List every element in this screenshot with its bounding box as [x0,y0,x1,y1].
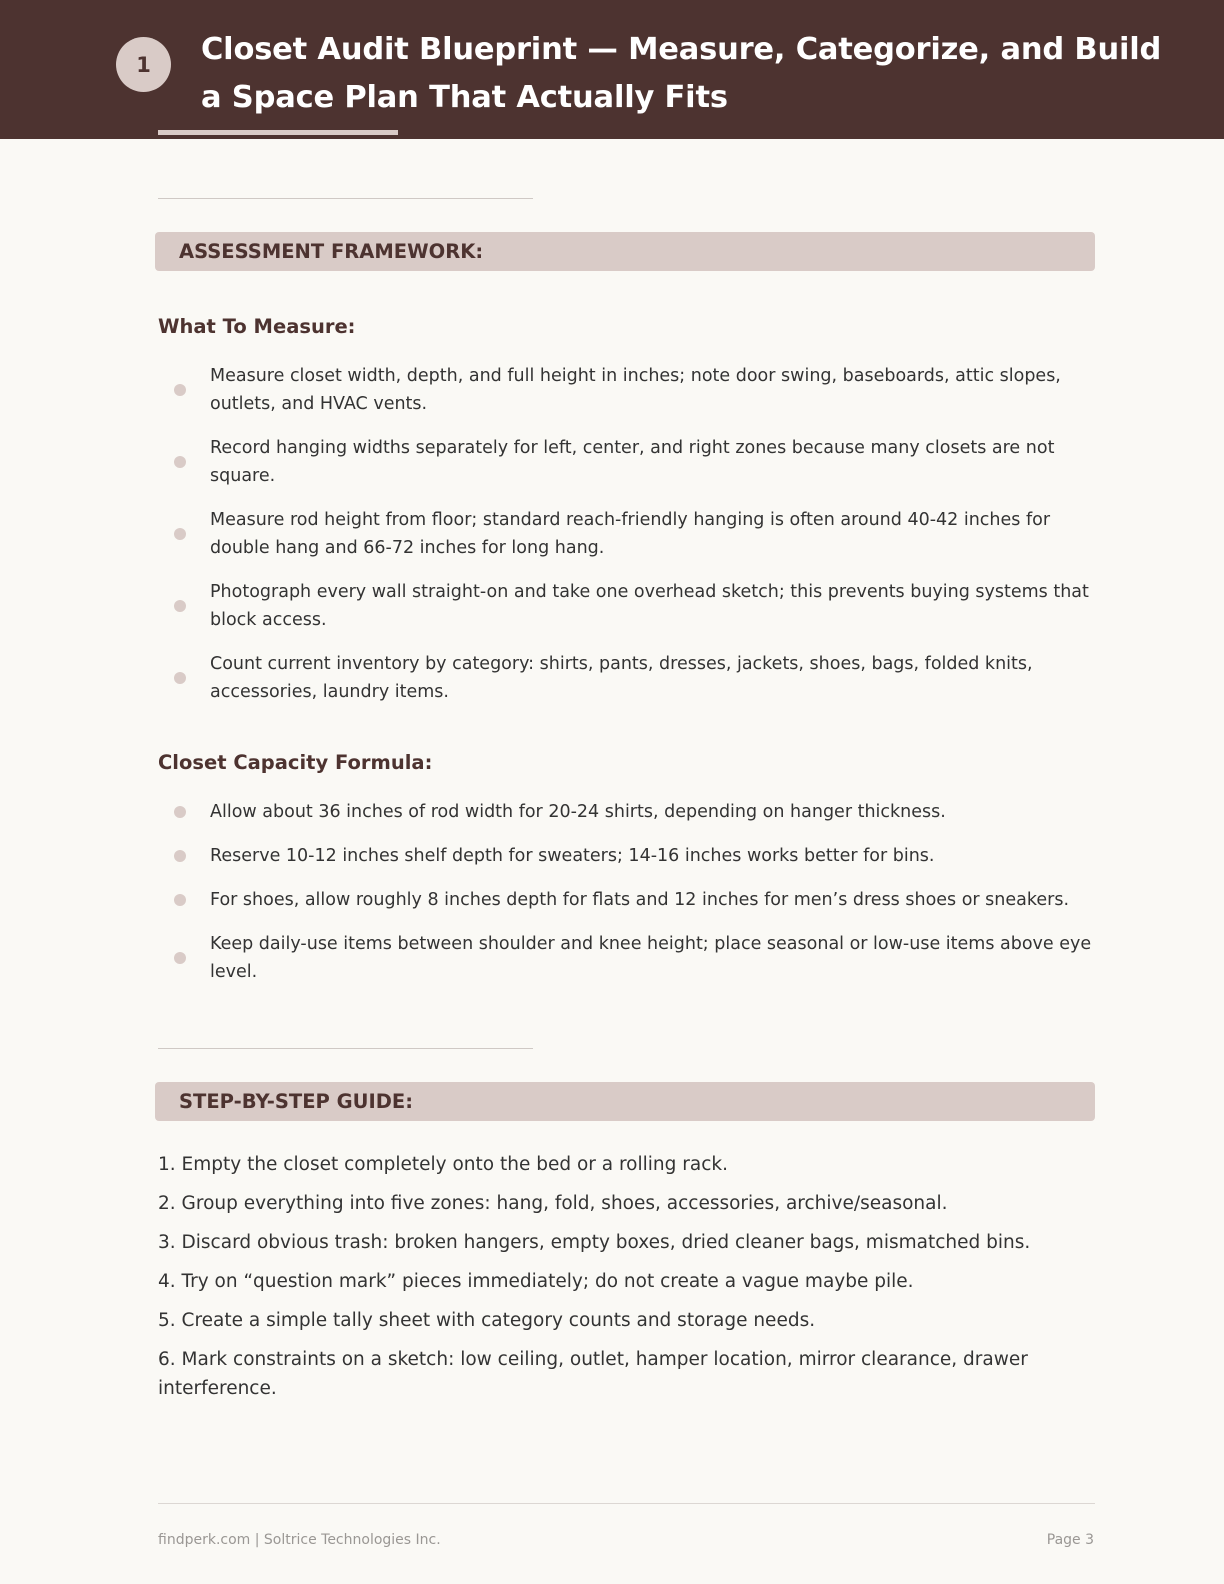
bullet-dot-icon [174,384,186,396]
document-title: Closet Audit Blueprint — Measure, Categorize, and Build a Space Plan That Actually Fits [201,32,1162,115]
section-divider [158,198,533,199]
step-item: 6. Mark constraints on a sketch: low ceiling, outlet, hamper location, mirror clearance, drawer interference. [158,1349,1028,1399]
bullet-dot-icon [174,600,186,612]
footer-divider [158,1503,1095,1504]
bullet-dot-icon [174,850,186,862]
chapter-number-badge: 1 [116,37,171,92]
list-item [158,886,1098,914]
list-item [158,434,1098,490]
subheading-capacity-formula: Closet Capacity Formula: [158,751,433,774]
title-accent-bar [158,130,398,135]
step-item: 5. Create a simple tally sheet with category counts and storage needs. [158,1310,816,1331]
list-item-text: Record hanging widths separately for left, center, and right zones because many closets are not square. [210,438,1055,486]
section-heading-guide [155,1082,1095,1121]
bullet-dot-icon [174,894,186,906]
step-item: 2. Group everything into five zones: hang, fold, shoes, accessories, archive/seasonal. [158,1193,948,1214]
list-item [158,930,1098,986]
measure-list [158,362,1098,706]
list-item-text: Measure closet width, depth, and full height in inches; note door swing, baseboards, attic slopes, outlets, and HVAC vents. [210,366,1061,414]
capacity-list [158,798,1098,986]
section-divider [158,1048,533,1049]
bullet-dot-icon [174,456,186,468]
bullet-dot-icon [174,672,186,684]
list-item [158,578,1098,634]
step-item: 4. Try on “question mark” pieces immediately; do not create a vague maybe pile. [158,1271,914,1292]
section-heading-label: STEP-BY-STEP GUIDE: [179,1090,413,1113]
bullet-dot-icon [174,806,186,818]
list-item-text: Reserve 10-12 inches shelf depth for sweaters; 14-16 inches works better for bins. [210,846,935,866]
document-header [0,0,1224,139]
list-item-text: Allow about 36 inches of rod width for 20-24 shirts, depending on hanger thickness. [210,802,946,822]
section-heading-label: ASSESSMENT FRAMEWORK: [179,240,484,263]
page-number: Page 3 [1046,1532,1094,1548]
list-item-text: Photograph every wall straight-on and take one overhead sketch; this prevents buying systems that block access. [210,582,1089,630]
list-item [158,362,1098,418]
list-item-text: For shoes, allow roughly 8 inches depth for flats and 12 inches for men’s dress shoes or sneakers. [210,890,1070,910]
list-item-text: Count current inventory by category: shirts, pants, dresses, jackets, shoes, bags, folded knits, accessories, laundry items. [210,654,1033,702]
list-item [158,842,1098,870]
list-item [158,650,1098,706]
list-item [158,798,1098,826]
bullet-dot-icon [174,528,186,540]
list-item [158,506,1098,562]
step-item: 3. Discard obvious trash: broken hangers, empty boxes, dried cleaner bags, mismatched bins. [158,1232,1031,1253]
step-list [158,1150,1088,1403]
footer-source: findperk.com | Soltrice Technologies Inc. [158,1532,441,1548]
subheading-what-to-measure: What To Measure: [158,315,356,338]
list-item-text: Measure rod height from floor; standard reach-friendly hanging is often around 40-42 inches for double hang and 66-72 inches for long hang. [210,510,1051,558]
bullet-dot-icon [174,952,186,964]
section-heading-assessment [155,232,1095,271]
list-item-text: Keep daily-use items between shoulder and knee height; place seasonal or low-use items above eye level. [210,934,1092,982]
step-item: 1. Empty the closet completely onto the bed or a rolling rack. [158,1154,728,1175]
